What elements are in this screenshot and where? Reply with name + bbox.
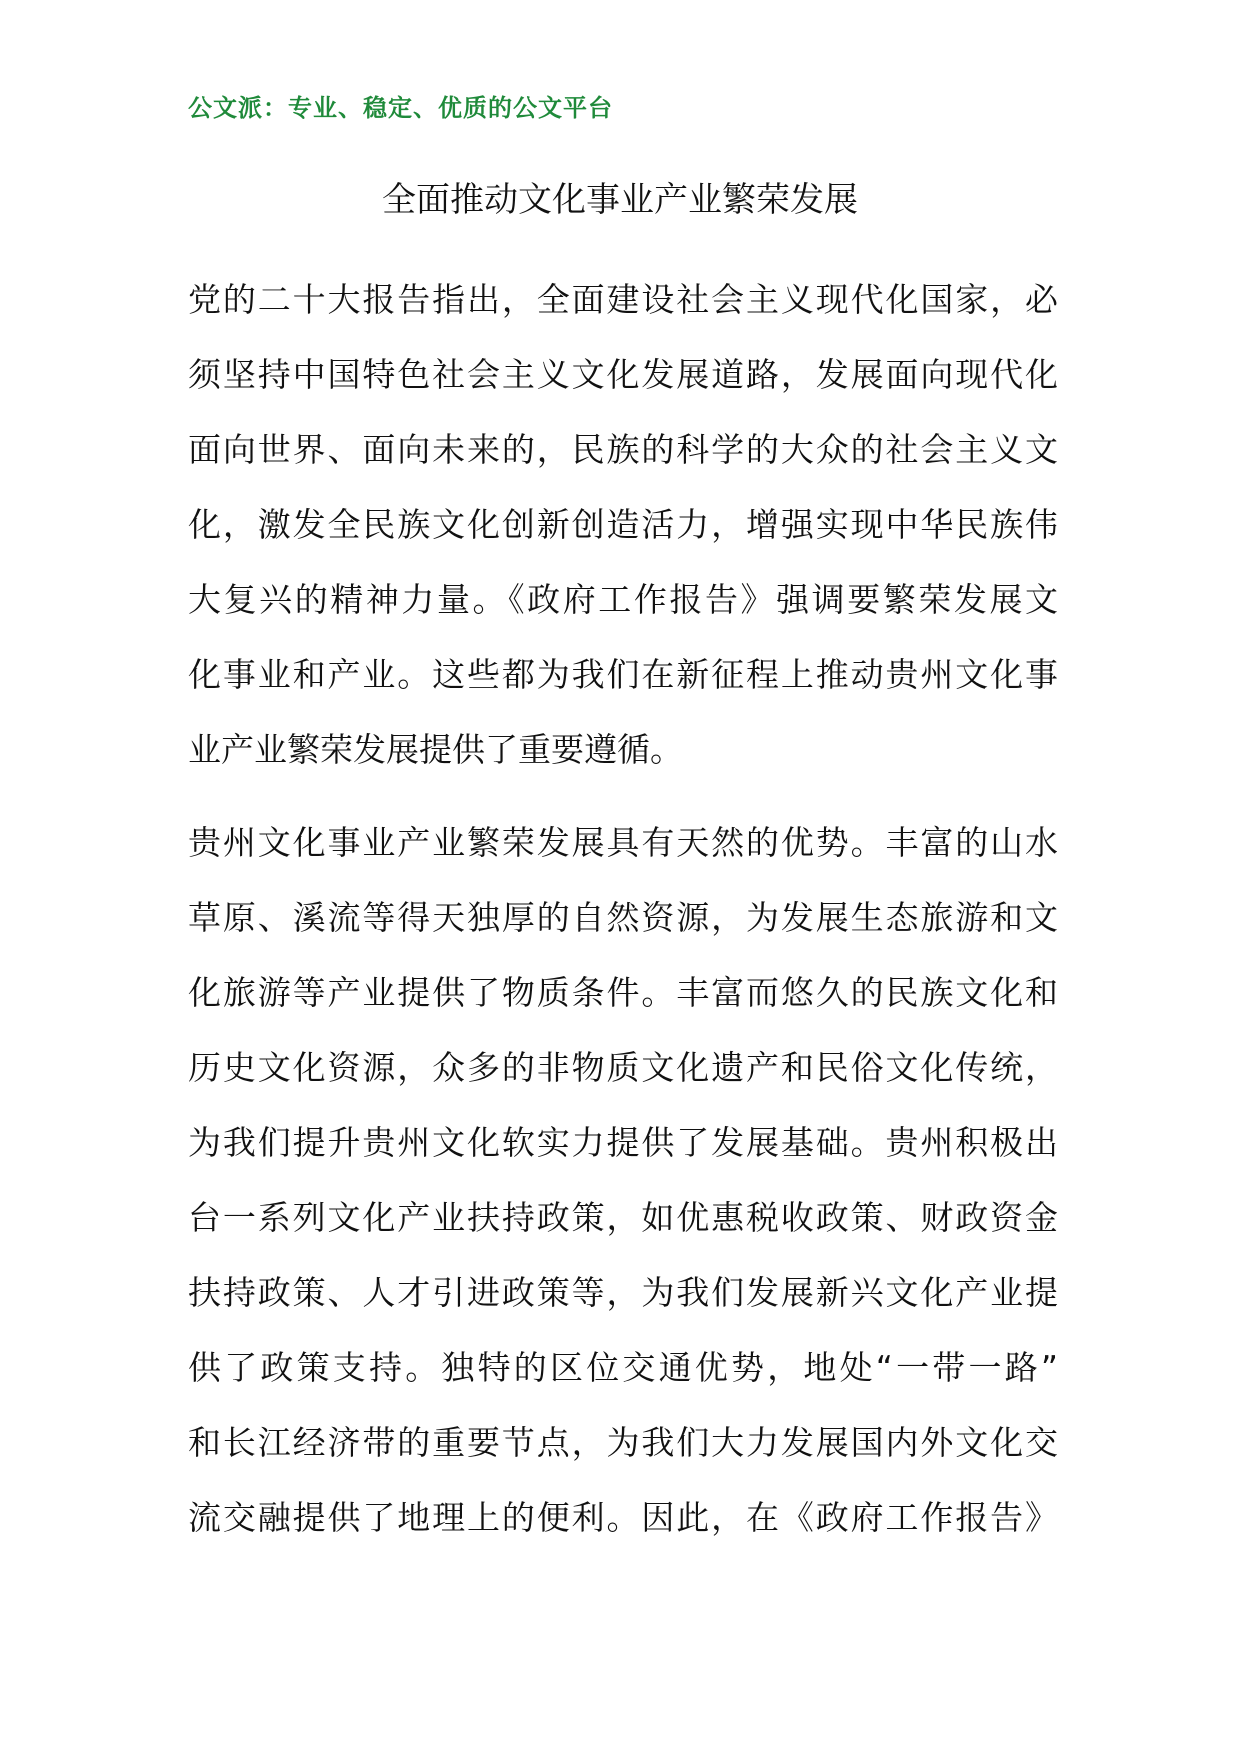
document-title: 全面推动文化事业产业繁荣发展 <box>382 180 858 220</box>
paragraph-line: 业产业繁荣发展提供了重要遵循。 <box>188 730 683 769</box>
paragraph-line: 台一系列文化产业扶持政策，如优惠税收政策、财政资金 <box>188 1198 1058 1237</box>
paragraph-2 <box>188 805 1058 1555</box>
site-banner: 公文派：专业、稳定、优质的公文平台 <box>188 94 613 122</box>
paragraph-line: 历史文化资源，众多的非物质文化遗产和民俗文化传统， <box>188 1048 1058 1087</box>
document-body <box>188 262 1058 1555</box>
paragraph-line: 化，激发全民族文化创新创造活力，增强实现中华民族伟 <box>188 505 1058 544</box>
paragraph-line: 化事业和产业。这些都为我们在新征程上推动贵州文化事 <box>188 655 1058 694</box>
paragraph-line: 化旅游等产业提供了物质条件。丰富而悠久的民族文化和 <box>188 973 1058 1012</box>
paragraph-line: 草原、溪流等得天独厚的自然资源，为发展生态旅游和文 <box>188 898 1058 937</box>
paragraph-line: 流交融提供了地理上的便利。因此，在《政府工作报告》 <box>188 1498 1058 1537</box>
paragraph-line: 贵州文化事业产业繁荣发展具有天然的优势。丰富的山水 <box>188 823 1058 862</box>
paragraph-line: 须坚持中国特色社会主义文化发展道路，发展面向现代化 <box>188 355 1058 394</box>
paragraph-line: 面向世界、面向未来的，民族的科学的大众的社会主义文 <box>188 430 1058 469</box>
paragraph-line: 大复兴的精神力量。《政府工作报告》强调要繁荣发展文 <box>188 580 1058 619</box>
paragraph-line: 党的二十大报告指出，全面建设社会主义现代化国家，必 <box>188 280 1058 319</box>
paragraph-line: 和长江经济带的重要节点，为我们大力发展国内外文化交 <box>188 1423 1058 1462</box>
paragraph-line: 扶持政策、人才引进政策等，为我们发展新兴文化产业提 <box>188 1273 1058 1312</box>
paragraph-1 <box>188 262 1058 787</box>
paragraph-line: 为我们提升贵州文化软实力提供了发展基础。贵州积极出 <box>188 1123 1058 1162</box>
paragraph-line: 供了政策支持。独特的区位交通优势，地处“一带一路” <box>188 1348 1058 1387</box>
